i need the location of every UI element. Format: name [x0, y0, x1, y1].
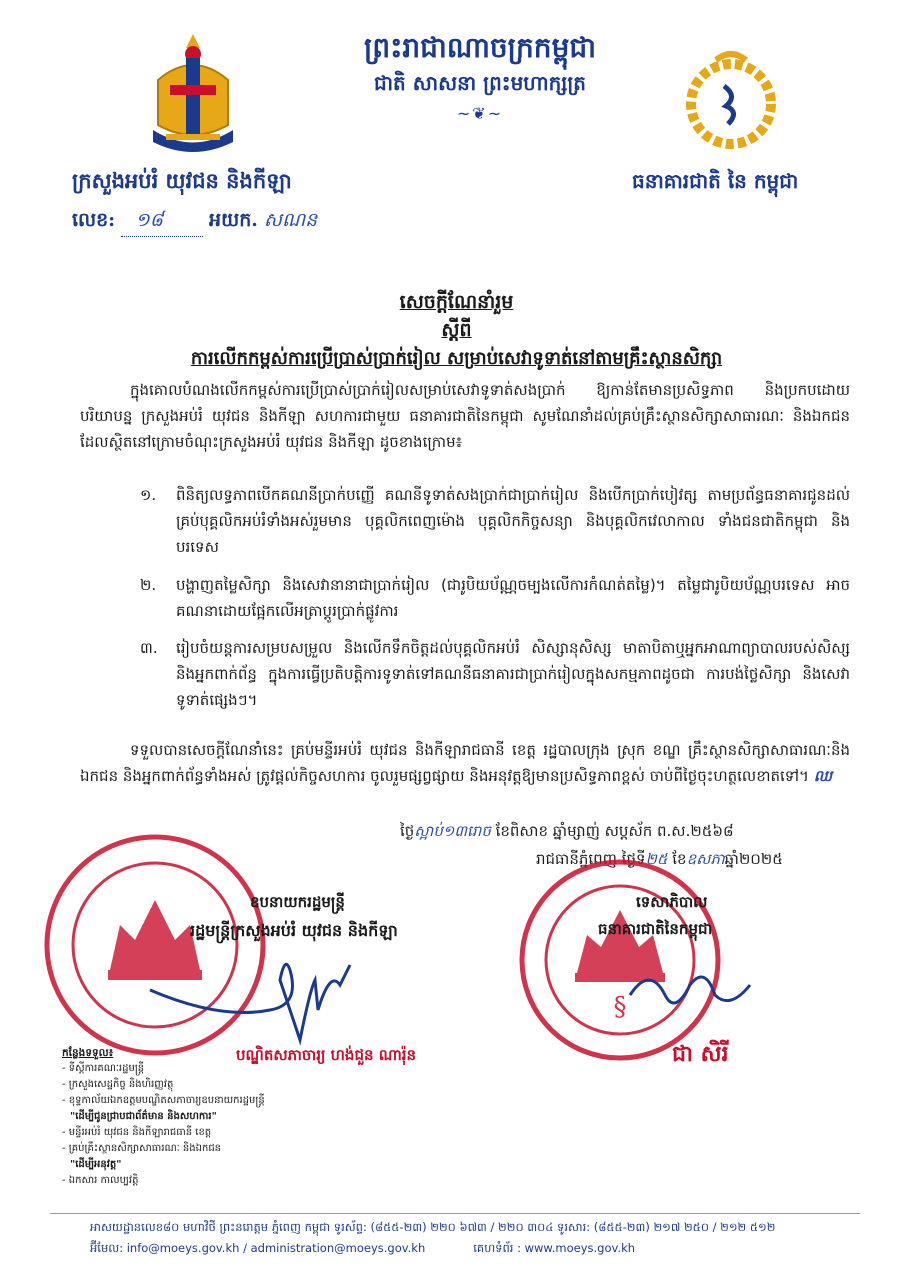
kingdom-title: ព្រះរាជាណាចក្រកម្ពុជា — [363, 31, 596, 64]
ministry-emblem-icon — [148, 30, 238, 160]
list-item: - មន្ទីរអប់រំ យុវជន និងកីឡារាជធានី ខេត្ត — [62, 1127, 212, 1138]
document-subject-title: ការលើកកម្ពស់ការប្រើប្រាស់ប្រាក់រៀល សម្រាប់សេវាទូទាត់នៅតាមគ្រឹះស្ថានសិក្សា — [190, 348, 723, 369]
list-item: - ឯកសារ កាលប្បវត្តិ — [62, 1175, 139, 1186]
intro-paragraph: ក្នុងគោលបំណងលើកកម្ពស់ការប្រើប្រាស់ប្រាក់រៀលសម្រាប់សេវាទូទាត់សងប្រាក់ ឱ្យកាន់តែមានប្រសិទ្ធភាព និងប្រកបដោយបរិយាបន្ន ក្រសួងអប់រំ យុវជន និងកីឡា សហការជាមួយ ធនាគារជាតិនៃកម្ពុជា សូមណែនាំដល់គ្រប់គ្រឹះស្ថានសិក្សាសាធារណៈ និងឯកជន ដែលស្ថិតនៅក្រោមចំណុះក្រសួងអប់រំ យុវជន និងកីឡា ដូចខាងក្រោម៖ — [80, 381, 850, 451]
national-bank-emblem-icon — [676, 46, 786, 156]
list-item: - គ្រប់គ្រឹះស្ថានសិក្សាសាធារណៈ និងឯកជន — [62, 1143, 222, 1154]
footer-contacts — [90, 1241, 635, 1258]
list-item — [140, 482, 850, 560]
solar-date: រាជធានីភ្នំពេញ ថ្ងៃទី២៥ ខែឧសភាឆ្នាំ២០២៥ — [536, 850, 783, 868]
right-signatory-title: ទេសាភិបាល — [636, 893, 708, 911]
right-signatory-name: ជា សិរី — [672, 1042, 729, 1067]
list-item — [140, 635, 850, 713]
list-item — [140, 572, 850, 624]
list-item: "ដើម្បីជូនជ្រាបជាព័ត៌មាន និងសហការ" — [70, 1111, 217, 1122]
list-item-text: រៀបចំយន្តការសម្របសម្រួល និងលើកទឹកចិត្តដល់បុគ្គលិកអប់រំ សិស្សានុសិស្ស មាតាបិតាឬអ្នកអាណាព្យាបាលរបស់សិស្ស និងអ្នកពាក់ព័ន្ធ ក្នុងការធ្វើប្រតិបត្តិការទូទាត់ទៅគណនីធនាគារជាប្រាក់រៀលក្នុងសកម្មភាពដូចជា ការបង់ថ្លៃសិក្សា និងសេវាទូទាត់ផ្សេងៗ។ — [176, 639, 850, 709]
list-item: "ដើម្បីអនុវត្ត" — [70, 1159, 122, 1170]
list-item: - ក្រសួងសេដ្ឋកិច្ច និងហិរញ្ញវត្ថុ — [62, 1079, 174, 1090]
list-item: - ទីស្តីការគណៈរដ្ឋមន្ត្រី — [62, 1063, 145, 1074]
national-motto: ជាតិ សាសនា ព្រះមហាក្សត្រ — [374, 71, 586, 95]
document-about-label: ស្តីពី — [441, 319, 472, 341]
ref-label: លេខ: — [72, 209, 116, 231]
list-item-text: បង្ហាញតម្លៃសិក្សា និងសេវានានាជាប្រាក់រៀល (ជារូបិយប័ណ្ណចម្បងលើការកំណត់តម្លៃ)។ តម្លៃជារូបិយប័ណ្ណបរទេស អាចគណនាដោយផ្អែកលើអត្រាប្តូរប្រាក់ផ្លូវការ — [176, 576, 850, 620]
reference-number — [72, 208, 317, 237]
footer-divider — [50, 1213, 860, 1214]
list-item-number: ៣. — [140, 639, 158, 657]
motto-ornament-icon: ~❦~ — [456, 104, 504, 123]
list-item-number: ១. — [140, 486, 157, 504]
ref-suffix: អយក. — [209, 209, 258, 231]
left-signatory-position: រដ្ឋមន្ត្រីក្រសួងអប់រំ យុវជន និងកីឡា — [190, 921, 398, 940]
footer-address: អាសយដ្ឋានលេខ៨០ មហាវិថី ព្រះនរោត្តម ភ្នំពេញ កម្ពុជា ទូរស័ព្ទ: (៨៥៥-២៣) ២២០ ៦៧៣ / ២២០ ៣០៤ ទូរសារ: (៨៥៥-២៣) ២១៧ ២៥០ / ២១២ ៥១២ — [90, 1220, 776, 1234]
left-signatory-name: បណ្ឌិតសភាចារ្យ ហង់ជួន ណារ៉ុន — [236, 1046, 417, 1064]
list-item-text: ពិនិត្យលទ្ធភាពបើកគណនីប្រាក់បញ្ញើ គណនីទូទាត់សងប្រាក់ជាប្រាក់រៀល និងបើកប្រាក់បៀវត្ស តាមប្រព័ន្ធធនាគារជូនដល់គ្រប់បុគ្គលិកអប់រំទាំងអស់រួមមាន បុគ្គលិកពេញម៉ោង បុគ្គលិកកិច្ចសន្យា និងបុគ្គលិកវេលាកាល ទាំងជនជាតិកម្ពុជា និងបរទេស — [176, 486, 850, 556]
right-signatory-position: ធនាគារជាតិនៃកម្ពុជា — [598, 920, 713, 938]
document-type-title: សេចក្តីណែនាំរួម — [399, 291, 514, 313]
list-item: - ខុទ្ទកាល័យឯកឧត្តមបណ្ឌិតសភាចារ្យឧបនាយករដ្ឋមន្ត្រី — [62, 1095, 265, 1106]
right-handwritten-signature-icon — [620, 955, 760, 1025]
footer-email: អ៊ីមែល: info@moeys.gov.kh / administration@moeys.gov.kh — [90, 1241, 426, 1255]
ref-number-value: ១៨ — [121, 208, 203, 237]
left-handwritten-signature-icon — [140, 950, 400, 1050]
ref-suffix-handwritten: សណន — [263, 209, 318, 231]
lunar-date: ថ្ងៃស្អាប់១៣រោច ខែពិសាខ ឆ្នាំម្សាញ់ សប្តស័ក ព.ស.២៥៦៨ — [400, 822, 734, 840]
ministry-name: ក្រសួងអប់រំ យុវជន និងកីឡា — [72, 168, 292, 193]
closing-paragraph: ទទួលបានសេចក្តីណែនាំនេះ គ្រប់មន្ទីរអប់រំ យុវជន និងកីឡារាជធានី ខេត្ត រដ្ឋបាលក្រុង ស្រុក ខណ្ឌ គ្រឹះស្ថានសិក្សាសាធារណៈនិងឯកជន និងអ្នកពាក់ព័ន្ធទាំងអស់ ត្រូវផ្តល់កិច្ចសហការ ចូលរួមផ្សព្វផ្សាយ និងអនុវត្តឱ្យមានប្រសិទ្ធភាពខ្ពស់ ចាប់ពីថ្ងៃចុះហត្ថលេខាតទៅ។ ឈ — [80, 741, 850, 785]
bank-name: ធនាគារជាតិ នៃ កម្ពុជា — [632, 169, 799, 193]
left-signatory-title: ឧបនាយករដ្ឋមន្ត្រី — [250, 893, 345, 911]
svg-text:§: § — [613, 992, 627, 1022]
footer-website: គេហទំព័រ : www.moeys.gov.kh — [473, 1241, 636, 1255]
list-item-number: ២. — [140, 576, 157, 594]
closing-handwritten-mark: ឈ — [813, 767, 833, 785]
recipients-heading: កន្លែងទទួល៖ — [62, 1047, 114, 1059]
recipients-list — [62, 1045, 265, 1189]
